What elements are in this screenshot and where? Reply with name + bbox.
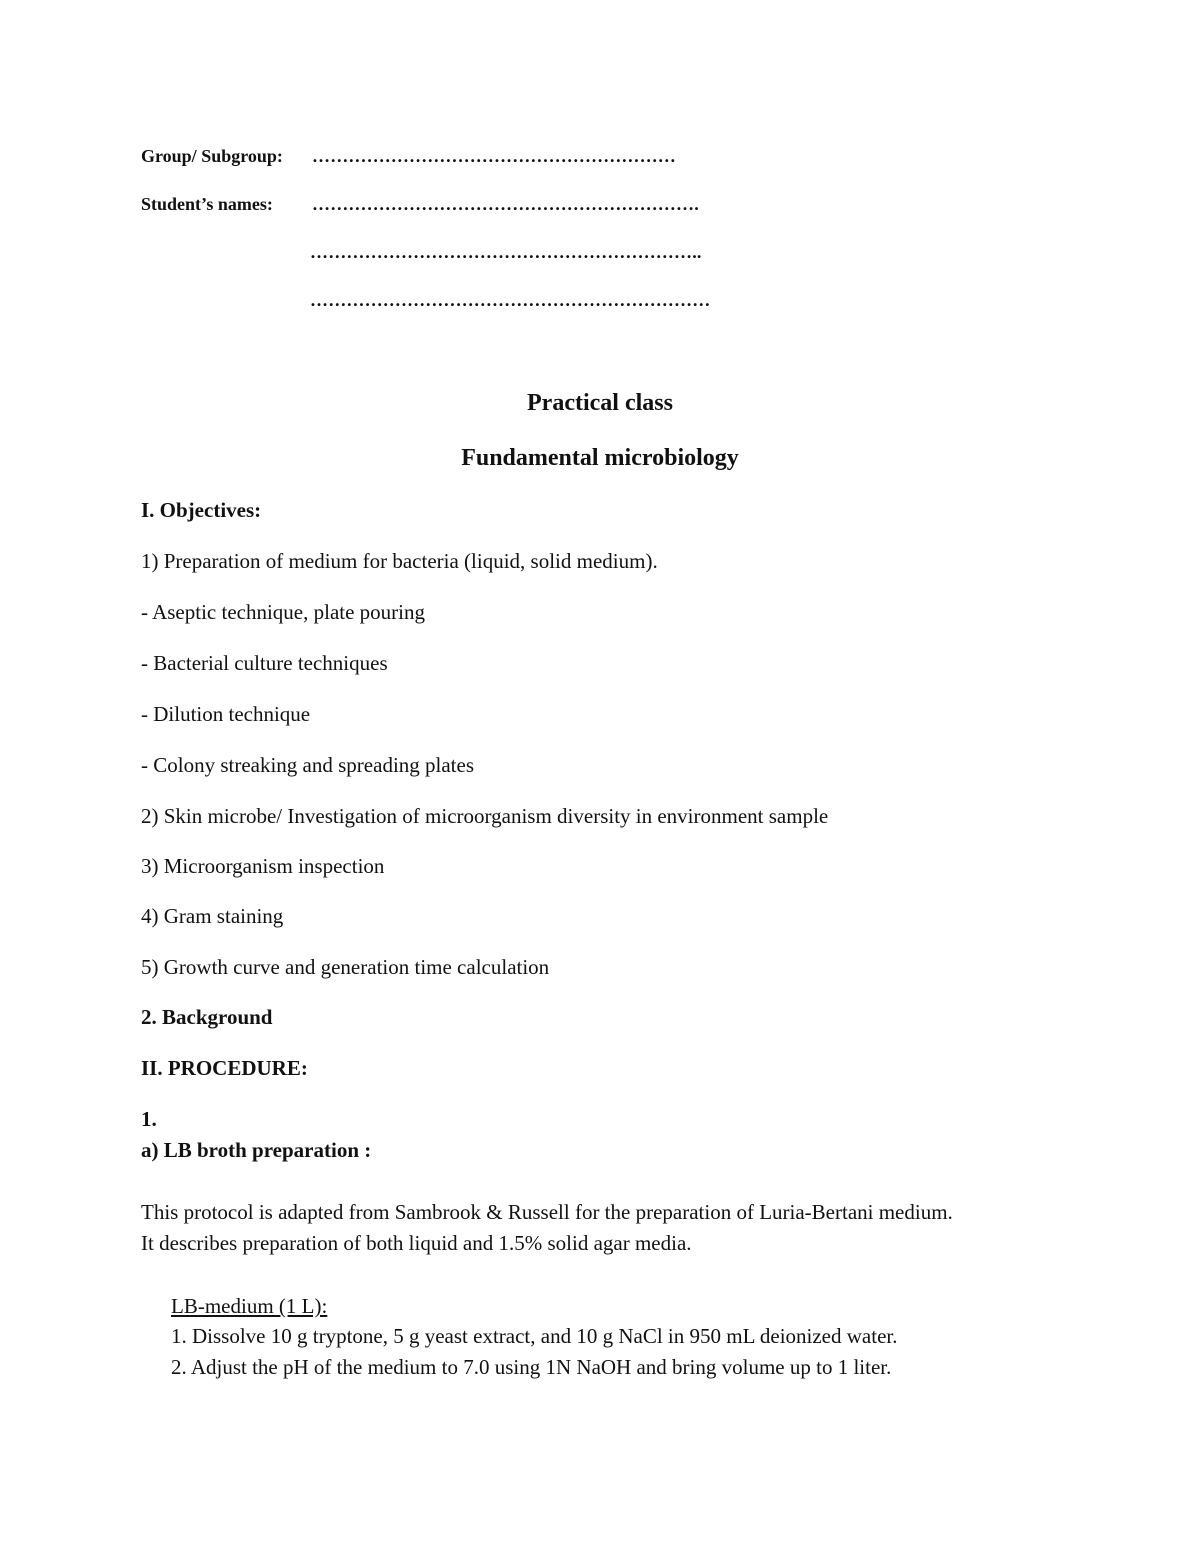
objectives-heading: I. Objectives: <box>141 498 262 522</box>
objective-item: 2) Skin microbe/ Investigation of microorganism diversity in environment sample <box>141 804 829 828</box>
group-label: Group/ Subgroup: <box>141 146 283 166</box>
objective-item: 5) Growth curve and generation time calculation <box>141 955 550 979</box>
procedure-paragraph-line-2: It describes preparation of both liquid and 1.5% solid agar media. <box>141 1231 692 1255</box>
students-dots-1: ………………………………………………………. <box>312 194 699 214</box>
procedure-sub-heading: a) LB broth preparation : <box>141 1138 372 1162</box>
objective-item: 3) Microorganism inspection <box>141 854 385 878</box>
objective-item: 4) Gram staining <box>141 904 284 928</box>
lb-medium-step: 1. Dissolve 10 g tryptone, 5 g yeast extract, and 10 g NaCl in 950 mL deionized water. <box>171 1324 898 1348</box>
objective-item: - Colony streaking and spreading plates <box>141 753 475 777</box>
group-dots: …………………………………………………… <box>312 146 676 166</box>
objective-item: - Bacterial culture techniques <box>141 651 388 675</box>
procedure-heading: II. PROCEDURE: <box>141 1056 308 1080</box>
students-dots-3: ………………………………………………………… <box>310 290 711 310</box>
procedure-paragraph-line-1: This protocol is adapted from Sambrook & Russell for the preparation of Luria-Bertani medium. <box>141 1200 953 1224</box>
objective-item: - Aseptic technique, plate pouring <box>141 600 426 624</box>
objective-item: - Dilution technique <box>141 702 311 726</box>
objective-item: 1) Preparation of medium for bacteria (liquid, solid medium). <box>141 549 658 573</box>
students-label: Student’s names: <box>141 194 273 214</box>
students-dots-2: ……………………………………………………….. <box>310 242 702 262</box>
procedure-step-number: 1. <box>141 1107 157 1131</box>
title-practical-class: Practical class <box>527 390 673 416</box>
lb-medium-label: LB-medium (1 L): <box>171 1294 328 1318</box>
lb-medium-step: 2. Adjust the pH of the medium to 7.0 using 1N NaOH and bring volume up to 1 liter. <box>171 1355 892 1379</box>
title-fundamental-microbiology: Fundamental microbiology <box>461 445 739 471</box>
background-heading: 2. Background <box>141 1005 273 1029</box>
